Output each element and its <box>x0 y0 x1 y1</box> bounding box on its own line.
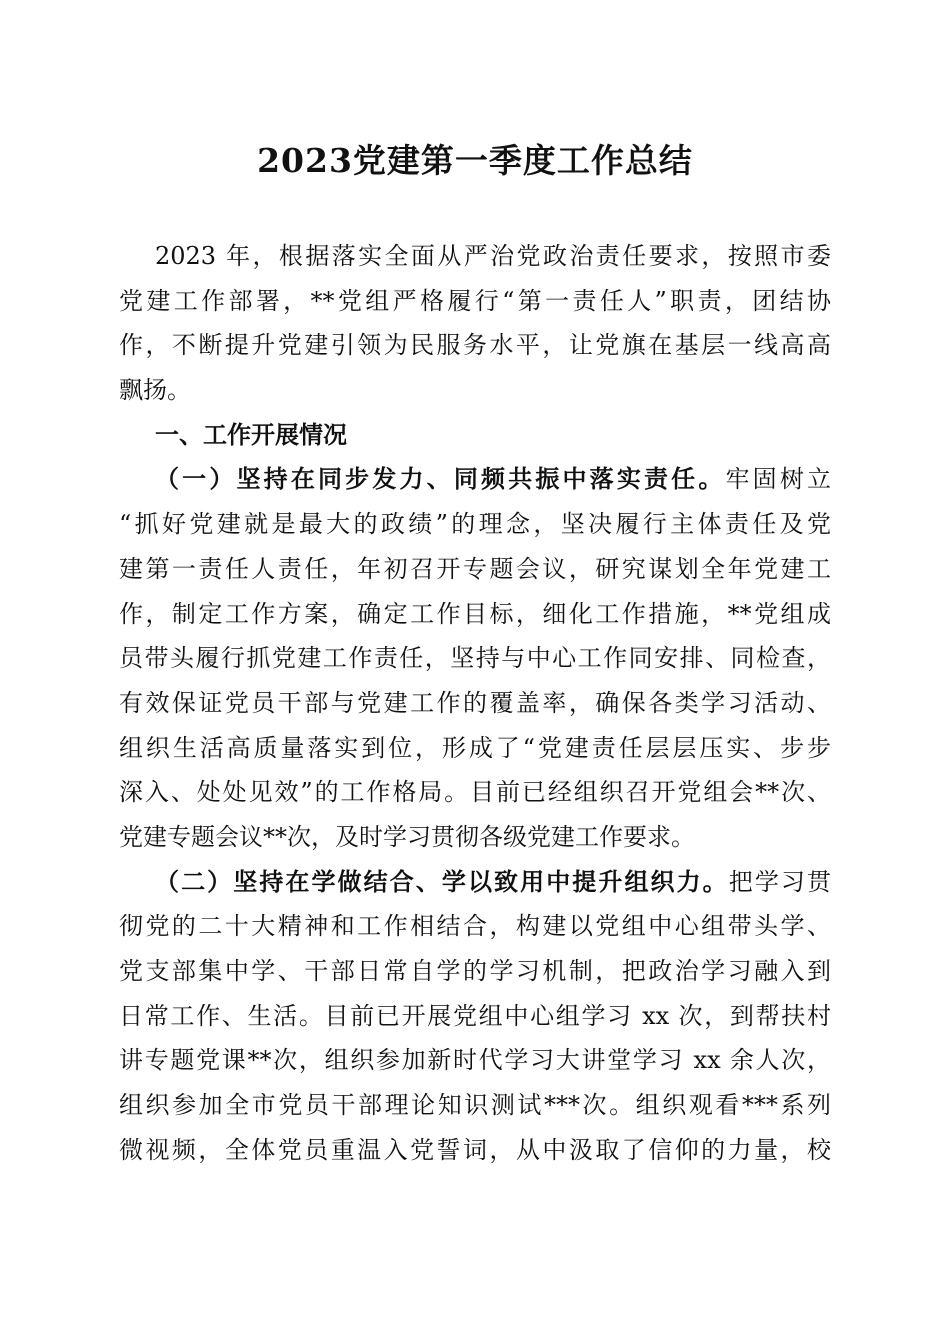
paragraph-line: 员带头履行抓党建工作责任，坚持与中心工作同安排、同检查， <box>119 644 831 673</box>
paragraph-line: 微视频，全体党员重温入党誓词，从中汲取了信仰的力量，校 <box>119 1135 831 1164</box>
paragraph-line: 日常工作、生活。目前已开展党组中心组学习 xx 次，到帮扶村 <box>119 1001 831 1030</box>
paragraph-line: 讲专题党课**次，组织参加新时代学习大讲堂学习 xx 余人次， <box>119 1046 831 1075</box>
document-body <box>119 234 831 1172</box>
subsection-lead: （一）坚持在同步发力、同频共振中落实责任。 <box>155 464 726 494</box>
document-title: 2023党建第一季度工作总结 <box>257 141 693 180</box>
paragraph-line: 组织参加全市党员干部理论知识测试***次。组织观看***系列 <box>119 1091 831 1120</box>
subsection-first-rest: 牢固树立 <box>725 465 831 494</box>
paragraph-line: 党建专题会议**次，及时学习贯彻各级党建工作要求。 <box>119 822 695 851</box>
subsection-first-line <box>119 457 831 502</box>
paragraph-line: “抓好党建就是最大的政绩”的理念，坚决履行主体责任及党 <box>119 510 831 539</box>
paragraph-line: 建第一责任人责任，年初召开专题会议，研究谋划全年党建工 <box>119 554 831 583</box>
paragraph-line: 组织生活高质量落实到位，形成了“党建责任层层压实、步步 <box>119 733 831 762</box>
section-heading: 一、工作开展情况 <box>155 420 347 449</box>
paragraph-line: 彻党的二十大精神和工作相结合，构建以党组中心组带头学、 <box>119 912 831 941</box>
subsection-first-rest: 把学习贯 <box>728 867 832 896</box>
subsection-lead: （二）坚持在学做结合、学以致用中提升组织力。 <box>155 866 729 896</box>
paragraph-line: 飘扬。 <box>119 376 191 405</box>
paragraph-line: 作，不断提升党建引领为民服务水平，让党旗在基层一线高高 <box>119 331 831 360</box>
subsection-first-line <box>119 860 831 905</box>
paragraph-line: 深入、处处见效”的工作格局。目前已经组织召开党组会**次、 <box>119 778 831 807</box>
paragraph-line: 党建工作部署，**党组严格履行“第一责任人”职责，团结协 <box>119 286 831 315</box>
paragraph-line: 作，制定工作方案，确定工作目标，细化工作措施，**党组成 <box>119 599 831 628</box>
paragraph-line: 有效保证党员干部与党建工作的覆盖率，确保各类学习活动、 <box>119 688 831 717</box>
paragraph-line: 党支部集中学、干部日常自学的学习机制，把政治学习融入到 <box>119 957 831 985</box>
paragraph-line: 2023 年，根据落实全面从严治党政治责任要求，按照市委 <box>155 242 831 270</box>
